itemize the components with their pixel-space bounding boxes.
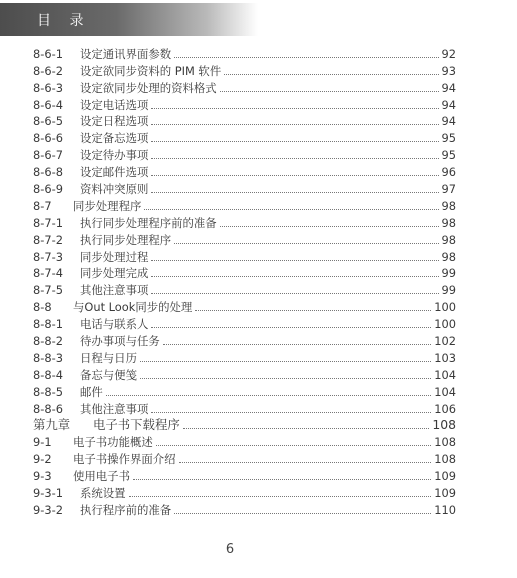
toc-entry[interactable] [33, 483, 456, 500]
toc-entry-title: 资料冲突原则 [80, 182, 149, 197]
toc-entry-title: 待办事项与任务 [80, 334, 160, 349]
dot-leader [224, 74, 438, 75]
toc-entry[interactable] [33, 432, 456, 449]
toc-entry-number: 8-7 [33, 198, 52, 213]
dot-leader [151, 175, 438, 176]
dot-leader [195, 310, 431, 311]
toc-entry[interactable] [33, 95, 456, 112]
toc-entry-number: 9-2 [33, 452, 52, 467]
dot-leader [151, 276, 438, 277]
toc-entry-number: 8-8-6 [33, 401, 63, 416]
toc-entry-page: 95 [441, 131, 456, 146]
toc-entry-title: 电子书下载程序 [93, 417, 180, 433]
toc-entry-title: 电话与联系人 [80, 317, 149, 332]
toc-entry-number: 9-3-1 [33, 486, 63, 501]
toc-entry-page: 99 [441, 266, 456, 281]
dot-leader [156, 445, 432, 446]
toc-entry[interactable] [33, 78, 456, 95]
toc-entry-page: 94 [441, 114, 456, 129]
toc-entry-number: 第九章 [33, 417, 71, 433]
dot-leader [174, 243, 438, 244]
table-of-contents [33, 44, 456, 517]
toc-entry-page: 104 [434, 384, 456, 399]
toc-entry-title: 设定日程选项 [80, 114, 149, 129]
dot-leader [151, 412, 431, 413]
toc-entry[interactable] [33, 162, 456, 179]
dot-leader [129, 496, 432, 497]
toc-entry-page: 98 [441, 198, 456, 213]
toc-entry-page: 93 [441, 63, 456, 78]
toc-entry-number: 8-6-1 [33, 46, 63, 61]
toc-entry[interactable] [33, 44, 456, 61]
toc-entry-number: 8-7-5 [33, 283, 63, 298]
toc-entry-number: 8-8-2 [33, 334, 63, 349]
toc-entry-page: 95 [441, 148, 456, 163]
toc-entry-number: 8-6-8 [33, 165, 63, 180]
toc-entry-page: 106 [434, 401, 456, 416]
dot-leader [151, 260, 438, 261]
toc-entry[interactable] [33, 348, 456, 365]
dot-leader [151, 327, 431, 328]
toc-entry-number: 8-8-5 [33, 384, 63, 399]
toc-entry-number: 8-6-7 [33, 148, 63, 163]
dot-leader [151, 141, 438, 142]
toc-entry-page: 100 [434, 300, 456, 315]
toc-entry-number: 8-8-3 [33, 350, 63, 365]
dot-leader [151, 192, 438, 193]
toc-entry-page: 98 [441, 215, 456, 230]
toc-entry-title: 设定电话选项 [80, 97, 149, 112]
toc-entry-number: 9-3-2 [33, 502, 63, 517]
toc-entry[interactable] [33, 314, 456, 331]
toc-entry[interactable] [33, 112, 456, 129]
toc-entry[interactable] [33, 382, 456, 399]
toc-entry-page: 108 [434, 452, 456, 467]
toc-entry[interactable] [33, 213, 456, 230]
toc-entry-number: 8-6-3 [33, 80, 63, 95]
dot-leader [220, 91, 439, 92]
toc-entry-title: 备忘与便笺 [80, 367, 137, 382]
toc-entry-title: 设定备忘选项 [80, 131, 149, 146]
toc-entry[interactable] [33, 449, 456, 466]
toc-entry-page: 110 [434, 502, 456, 517]
toc-entry[interactable] [33, 466, 456, 483]
toc-entry-title: 与Out Look同步的处理 [73, 300, 193, 315]
dot-leader [174, 57, 438, 58]
toc-entry-number: 8-8 [33, 300, 52, 315]
toc-entry[interactable] [33, 247, 456, 264]
toc-entry-title: 同步处理程序 [73, 198, 142, 213]
page-title: 目 录 [37, 13, 91, 29]
toc-entry-page: 103 [434, 350, 456, 365]
toc-entry[interactable] [33, 331, 456, 348]
toc-entry-page: 109 [434, 469, 456, 484]
dot-leader [163, 344, 432, 345]
toc-entry-page: 94 [441, 80, 456, 95]
dot-leader [106, 395, 431, 396]
toc-entry[interactable] [33, 230, 456, 247]
toc-entry-page: 92 [441, 46, 456, 61]
dot-leader [140, 361, 431, 362]
dot-leader [151, 108, 438, 109]
dot-leader [179, 462, 432, 463]
toc-entry-number: 8-6-4 [33, 97, 63, 112]
toc-entry-title: 其他注意事项 [80, 401, 149, 416]
toc-entry[interactable] [33, 365, 456, 382]
dot-leader [183, 428, 430, 429]
toc-entry-title: 设定欲同步处理的资料格式 [80, 80, 217, 95]
toc-entry-number: 8-7-1 [33, 215, 63, 230]
toc-entry[interactable] [33, 179, 456, 196]
dot-leader [151, 158, 438, 159]
toc-entry[interactable] [33, 128, 456, 145]
toc-entry-page: 96 [441, 165, 456, 180]
toc-entry[interactable] [33, 280, 456, 297]
dot-leader [140, 378, 431, 379]
toc-entry-number: 8-6-6 [33, 131, 63, 146]
toc-entry-title: 使用电子书 [73, 469, 130, 484]
toc-entry-number: 8-7-3 [33, 249, 63, 264]
toc-entry-number: 8-6-2 [33, 63, 63, 78]
toc-entry-title: 设定通讯界面参数 [80, 46, 172, 61]
toc-entry[interactable] [33, 297, 456, 314]
toc-entry-number: 8-7-4 [33, 266, 63, 281]
toc-entry-page: 100 [434, 317, 456, 332]
toc-entry-page: 98 [441, 232, 456, 247]
toc-entry-number: 9-1 [33, 435, 52, 450]
toc-entry[interactable] [33, 145, 456, 162]
toc-entry[interactable] [33, 61, 456, 78]
toc-entry[interactable] [33, 264, 456, 281]
toc-entry-title: 系统设置 [80, 486, 126, 501]
toc-entry[interactable] [33, 196, 456, 213]
toc-entry-number: 8-8-4 [33, 367, 63, 382]
toc-entry-title: 电子书操作界面介绍 [73, 452, 176, 467]
toc-entry-title: 同步处理过程 [80, 249, 149, 264]
dot-leader [151, 293, 438, 294]
toc-entry[interactable] [33, 416, 456, 433]
toc-entry-number: 8-8-1 [33, 317, 63, 332]
toc-entry[interactable] [33, 500, 456, 517]
toc-entry-number: 8-6-9 [33, 182, 63, 197]
toc-entry-title: 设定欲同步资料的 PIM 软件 [80, 63, 222, 78]
page-number: 6 [225, 542, 235, 557]
toc-entry-page: 98 [441, 249, 456, 264]
toc-entry-page: 108 [432, 417, 456, 433]
dot-leader [174, 513, 431, 514]
toc-entry-title: 执行同步处理程序 [80, 232, 172, 247]
toc-entry-page: 109 [434, 486, 456, 501]
toc-entry-title: 电子书功能概述 [73, 435, 153, 450]
toc-entry[interactable] [33, 399, 456, 416]
dot-leader [133, 479, 431, 480]
toc-entry-title: 日程与日历 [80, 350, 137, 365]
toc-entry-title: 设定待办事项 [80, 148, 149, 163]
toc-entry-page: 94 [441, 97, 456, 112]
toc-entry-number: 9-3 [33, 469, 52, 484]
dot-leader [151, 124, 438, 125]
toc-entry-title: 执行同步处理程序前的准备 [80, 215, 217, 230]
toc-entry-title: 其他注意事项 [80, 283, 149, 298]
toc-entry-title: 设定邮件选项 [80, 165, 149, 180]
toc-entry-title: 执行程序前的准备 [80, 502, 172, 517]
toc-entry-page: 102 [434, 334, 456, 349]
toc-entry-number: 8-7-2 [33, 232, 63, 247]
toc-entry-page: 108 [434, 435, 456, 450]
dot-leader [220, 226, 439, 227]
toc-entry-title: 邮件 [80, 384, 103, 399]
toc-entry-page: 97 [441, 182, 456, 197]
dot-leader [144, 209, 438, 210]
toc-entry-number: 8-6-5 [33, 114, 63, 129]
toc-entry-title: 同步处理完成 [80, 266, 149, 281]
toc-entry-page: 99 [441, 283, 456, 298]
toc-entry-page: 104 [434, 367, 456, 382]
